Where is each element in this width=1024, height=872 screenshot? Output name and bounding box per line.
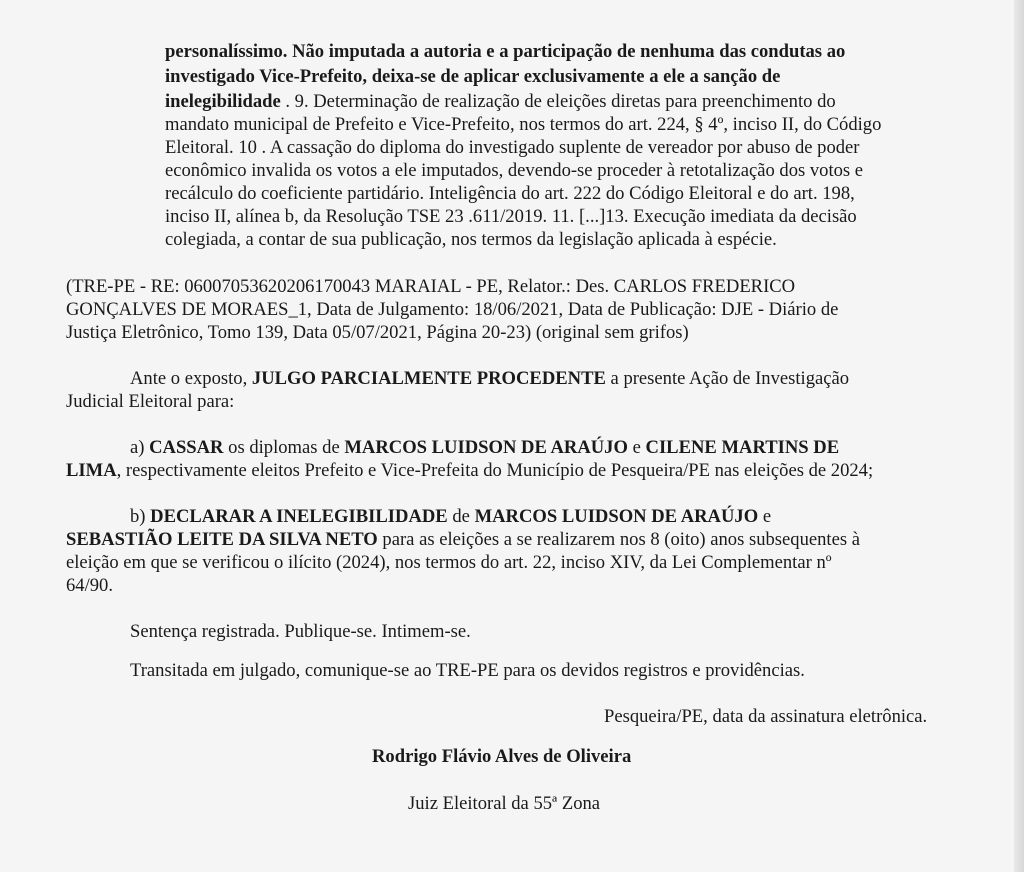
judge-title: Juiz Eleitoral da 55ª Zona: [408, 793, 601, 814]
ruling-line-2: Judicial Eleitoral para:: [66, 391, 235, 412]
item-a-rest: , respectivamente eleitos Prefeito e Vice-Prefeita do Município de Pesqueira/PE nas eleições de 2024;: [116, 460, 874, 481]
item-b-mid: de: [447, 506, 475, 527]
quote-line-5: Eleitoral. 10 . A cassação do diploma do investigado suplente de vereador por abuso de poder: [165, 137, 860, 158]
item-a-line-1: [130, 436, 839, 459]
citation-line-3: Justiça Eletrônico, Tomo 139, Data 05/07/2021, Página 20-23) (original sem grifos): [66, 322, 689, 343]
ruling-object: a presente Ação de Investigação: [605, 368, 850, 389]
page-edge: [1014, 0, 1024, 872]
item-b-line-1: [130, 505, 771, 528]
item-a-and: e: [627, 437, 646, 458]
item-b-line-3: eleição em que se verificou o ilícito (2024), nos termos do art. 22, inciso XIV, da Lei Complementar nº: [66, 552, 832, 573]
quote-line-2: investigado Vice-Prefeito, deixa-se de aplicar exclusivamente a ele a sanção de: [165, 66, 781, 87]
quote-line-1: personalíssimo. Não imputada a autoria e a participação de nenhuma das condutas ao: [165, 41, 846, 62]
item-a-name-2a: CILENE MARTINS DE: [645, 437, 840, 458]
item-b-and: e: [758, 506, 772, 527]
ruling-line-1: [130, 367, 849, 390]
item-b-rest: para as eleições a se realizarem nos 8 (oito) anos subsequentes à: [377, 529, 860, 550]
quote-line-7: recálculo do coeficiente partidário. Inteligência do art. 222 do Código Eleitoral e do art. 198,: [165, 183, 855, 204]
item-b-line-2: [66, 528, 860, 551]
quote-line-6: econômico invalida os votos a ele imputados, devendo-se proceder à retotalização dos votos e: [165, 160, 864, 181]
place-date-line: Pesqueira/PE, data da assinatura eletrônica.: [604, 706, 928, 727]
item-a-name-2b: LIMA: [66, 460, 117, 481]
citation-line-2: GONÇALVES DE MORAES_1, Data de Julgamento: 18/06/2021, Data de Publicação: DJE - Diário de: [66, 299, 839, 320]
quote-line-9: colegiada, a contar de sua publicação, nos termos da legislação aplicada à espécie.: [165, 229, 777, 250]
registered-line: Sentença registrada. Publique-se. Intimem-se.: [130, 621, 471, 642]
item-a-verb: CASSAR: [149, 437, 224, 458]
item-b-name-1: MARCOS LUIDSON DE ARAÚJO: [474, 506, 759, 527]
quote-line-3: [165, 90, 836, 113]
item-a-prefix: a): [130, 437, 150, 458]
item-b-verb: DECLARAR A INELEGIBILIDADE: [150, 506, 448, 527]
item-b-name-2: SEBASTIÃO LEITE DA SILVA NETO: [66, 529, 378, 550]
item-b-line-4: 64/90.: [66, 575, 114, 596]
quote-line-8: inciso II, alínea b, da Resolução TSE 23 .611/2019. 11. [...]13. Execução imediata da decisão: [165, 206, 857, 227]
item-a-name-1: MARCOS LUIDSON DE ARAÚJO: [344, 437, 628, 458]
item-a-line-2: [66, 459, 873, 482]
item-b-prefix: b): [130, 506, 151, 527]
quote-line-4: mandato municipal de Prefeito e Vice-Prefeito, nos termos do art. 224, § 4º, inciso II, do Código: [165, 114, 882, 135]
transit-line: Transitada em julgado, comunique-se ao TRE-PE para os devidos registros e providências.: [130, 660, 805, 681]
ruling-verdict: JULGO PARCIALMENTE PROCEDENTE: [251, 368, 606, 389]
judge-name: Rodrigo Flávio Alves de Oliveira: [372, 746, 632, 767]
ruling-intro: Ante o exposto,: [130, 368, 252, 389]
quote-bold-term: inelegibilidade: [165, 91, 281, 112]
citation-line-1: (TRE-PE - RE: 06007053620206170043 MARAIAL - PE, Relator.: Des. CARLOS FREDERICO: [66, 276, 796, 297]
item-a-mid: os diplomas de: [223, 437, 345, 458]
quote-line-3-rest: . 9. Determinação de realização de eleições diretas para preenchimento do: [280, 91, 836, 112]
